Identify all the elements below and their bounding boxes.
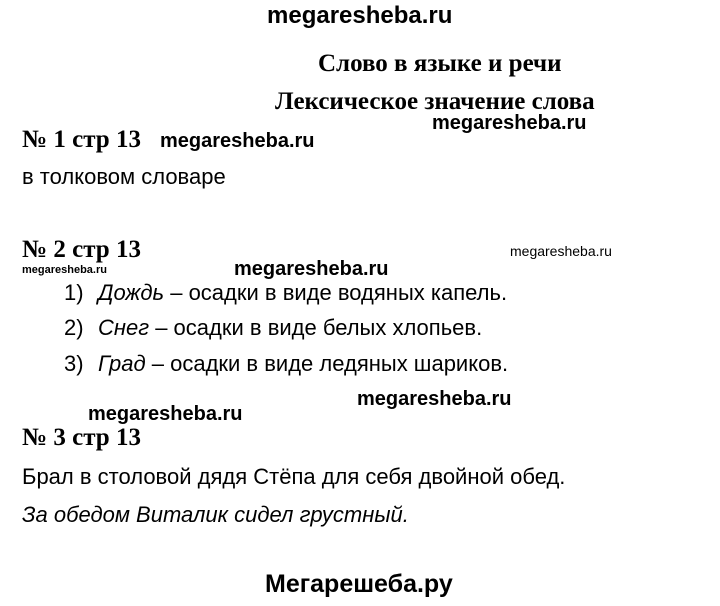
list-item-number: 3)	[64, 351, 84, 376]
watermark-3: megaresheba.ru	[510, 243, 612, 259]
task3-heading: № 3 стр 13	[22, 424, 141, 451]
list-item-definition: – осадки в виде белых хлопьев.	[149, 315, 483, 340]
task3-line1: Брал в столовой дядя Стёпа для себя двойной обед.	[22, 464, 566, 489]
list-item-term: Дождь	[98, 280, 165, 305]
list-item-term: Снег	[98, 315, 150, 340]
watermark-footer: Мегарешеба.ру	[265, 570, 453, 598]
task2-heading: № 2 стр 13	[22, 236, 141, 263]
task3-line2: За обедом Виталик сидел грустный.	[22, 502, 409, 527]
watermark-1: megaresheba.ru	[160, 130, 315, 152]
watermark-top: megaresheba.ru	[267, 2, 453, 29]
list-item-definition: – осадки в виде водяных капель.	[164, 280, 508, 305]
page-subtitle: Лексическое значение слова	[275, 88, 595, 115]
watermark-4: megaresheba.ru	[22, 264, 107, 276]
list-item	[64, 315, 482, 341]
list-item-number: 1)	[64, 280, 84, 305]
task1-answer: в толковом словаре	[22, 164, 226, 189]
watermark-2: megaresheba.ru	[432, 112, 587, 134]
task1-heading: № 1 стр 13	[22, 126, 141, 153]
watermark-6: megaresheba.ru	[88, 403, 243, 425]
watermark-5: megaresheba.ru	[234, 258, 389, 280]
watermark-7: megaresheba.ru	[357, 388, 512, 410]
list-item	[64, 280, 507, 306]
page-title: Слово в языке и речи	[318, 50, 562, 77]
list-item-definition: – осадки в виде ледяных шариков.	[145, 351, 509, 376]
list-item-number: 2)	[64, 315, 84, 340]
list-item	[64, 351, 508, 377]
list-item-term: Град	[98, 351, 146, 376]
